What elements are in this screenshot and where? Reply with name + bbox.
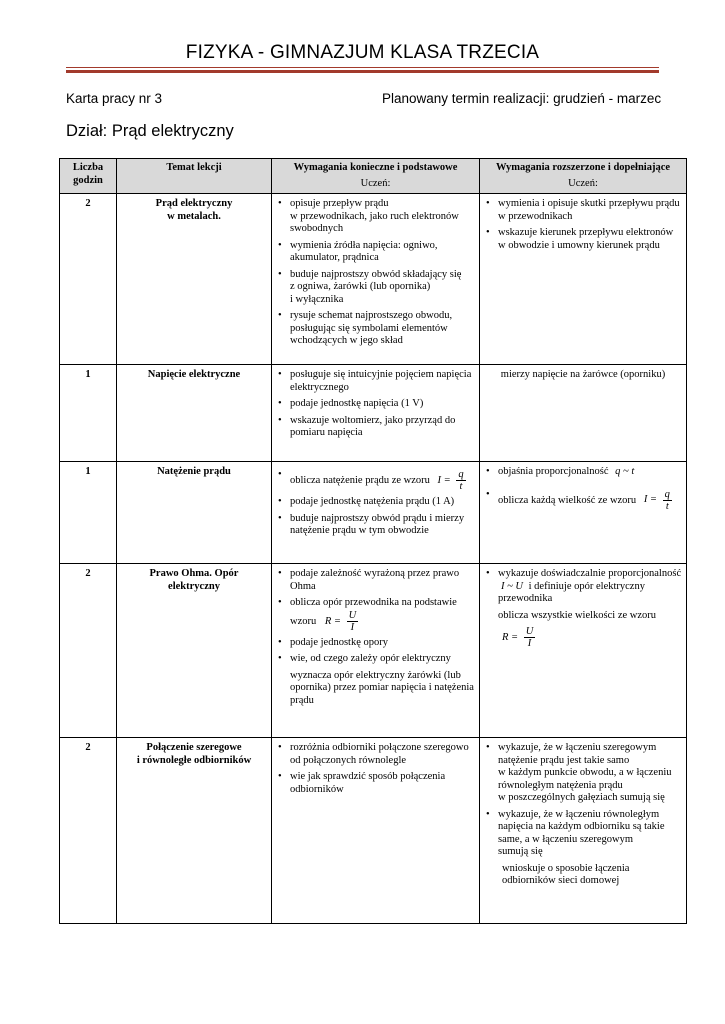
plain-item: wyznacza opór elektryczny żarówki (lub opornika) przez pomiar napięcia i natężenia prądu [290,669,474,706]
row-basic [272,365,480,462]
list-item: • wymienia źródła napięcia: ogniwo, akumulator, prądnica [276,240,475,265]
formula-lhs: R = [324,615,341,627]
list-item [276,597,475,633]
section-title: Dział: Prąd elektryczny [66,122,234,140]
list-item [484,568,682,606]
row-topic [117,738,272,924]
row-hours: 2 [60,738,117,924]
requirements-table [59,158,687,924]
list-item: • rozróżnia odbiorniki połączone szeregowo od połączonych równolegle [276,742,475,767]
formula-lhs: R = [502,631,519,643]
row-topic [117,564,272,738]
row-basic [272,194,480,365]
list-item: • buduje najprostszy obwód składający się z ogniwa, żarówki (lub opornika) i wyłącznika [276,269,475,307]
formula-fraction [347,610,359,633]
header-basic-sub: Uczeń: [360,177,391,189]
formula-numerator: U [348,609,357,621]
list-item: • rysuje schemat najprostszego obwodu, posługując się symbolami elementów wchodzących w jego skład [276,310,475,348]
row-topic-line2: i równoległe odbiorników [136,754,252,766]
formula-text: oblicza natężenie prądu ze wzoru [290,474,430,486]
list-item: • wie, od czego zależy opór elektryczny [276,653,475,666]
list-item-text: wykazuje doświadczalnie proporcjonalność [498,568,682,579]
row-topic-line2: w metalach. [167,210,221,222]
formula-numerator: q [458,469,464,480]
formula-denominator: t [459,481,463,492]
formula-denominator: I [527,638,532,649]
row-topic: Natężenie prądu [117,462,272,564]
header-basic [272,159,480,194]
formula-denominator: I [350,621,355,633]
planned-term: Planowany termin realizacji: grudzień - marzec [382,91,662,106]
row-topic: Napięcie elektryczne [117,365,272,462]
formula-numerator: q [664,488,670,500]
formula-lhs: I = [437,474,451,486]
formula-denominator: t [665,500,669,512]
header-hours [60,159,117,194]
formula-numerator: U [525,626,534,637]
row-hours: 1 [60,365,117,462]
row-topic-line1: Prąd elektryczny [155,198,233,209]
list-item-text: oblicza opór przewodnika na podstawie [290,597,457,608]
list-item: • wymienia i opisuje skutki przepływu prądu w przewodnikach [484,198,682,223]
formula-fraction [524,626,536,649]
list-item: • opisuje przepływ prądu w przewodnikach, jako ruch elektronów swobodnych [276,198,475,236]
row-hours: 2 [60,564,117,738]
table-row [60,738,687,924]
row-topic-line2: elektryczny [168,580,220,592]
row-extended [480,194,687,365]
table-row [60,194,687,365]
formula-block [484,626,682,649]
formula-fraction [663,489,672,512]
list-item: • buduje najprostszy obwód prądu i mierzy natężenie prądu w tym obwodzie [276,513,475,538]
plain-item: oblicza wszystkie wielkości ze wzoru [498,609,657,621]
extended-plain-text: mierzy napięcie na żarówce (oporniku) [500,369,666,380]
title-rule-thick [66,70,659,73]
title-rule-thin [66,67,659,68]
row-extended [480,738,687,924]
list-item [484,489,682,512]
proportionality-formula: I ~ U [501,580,524,592]
list-item: • wykazuje, że w łączeniu równoległym napięcia na każdym odbiorniku są takie same, a w łączeniu szeregowym sumują się [484,809,682,859]
list-item-text: wzoru [290,615,317,627]
table-header-row [60,159,687,194]
list-item: • podaje jednostkę opory [276,637,475,650]
header-topic: Temat lekcji [117,159,272,194]
row-topic [117,194,272,365]
header-basic-title: Wymagania konieczne i podstawowe [293,162,458,173]
plain-item: wnioskuje o sposobie łączenia odbiorników sieci domowej [502,862,630,886]
header-extended-sub: Uczeń: [568,177,598,189]
list-item: • podaje jednostkę napięcia (1 V) [276,398,475,411]
list-item: • wskazuje kierunek przepływu elektronów w obwodzie i umowny kierunek prądu [484,227,682,252]
header-extended [480,159,687,194]
formula-fraction [456,469,465,492]
row-topic-line1: Prawo Ohma. Opór [149,568,239,579]
table-row [60,365,687,462]
row-topic-line1: Połączenie szeregowe [146,742,242,753]
row-hours: 1 [60,462,117,564]
list-item [276,469,475,492]
row-basic [272,738,480,924]
table-row [60,462,687,564]
table-row [60,564,687,738]
proportionality-text: objaśnia proporcjonalność [498,466,609,477]
row-basic [272,462,480,564]
header-hours-line2: godzin [73,174,103,186]
formula-lhs: I = [643,494,658,506]
row-basic [272,564,480,738]
row-extended [480,564,687,738]
list-item-text: i definiuje opór elektryczny przewodnika [498,580,645,604]
card-number: Karta pracy nr 3 [66,91,163,106]
row-hours: 2 [60,194,117,365]
row-extended [480,365,687,462]
proportionality-formula: q ~ t [615,466,635,477]
list-item: • posługuje się intuicyjnie pojęciem napięcia elektrycznego [276,369,475,394]
list-item: • podaje zależność wyrażoną przez prawo Ohma [276,568,475,593]
row-extended [480,462,687,564]
formula-text: oblicza każdą wielkość ze wzoru [498,494,637,506]
list-item: • podaje jednostkę natężenia prądu (1 A) [276,496,475,509]
document-title: FIZYKA - GIMNAZJUM KLASA TRZECIA [185,42,540,63]
list-item: • wykazuje, że w łączeniu szeregowym natężenie prądu jest takie samo w każdym punkcie obwodu, a w łączeniu równoległym natężenia prądu w poszczególnych gałęziach sumują się [484,742,682,805]
list-item: • wskazuje woltomierz, jako przyrząd do pomiaru napięcia [276,415,475,440]
list-item [484,466,682,479]
header-hours-line1: Liczba [72,162,104,173]
list-item: • wie jak sprawdzić sposób połączenia odbiorników [276,771,475,796]
header-extended-title: Wymagania rozszerzone i dopełniające [495,162,671,173]
